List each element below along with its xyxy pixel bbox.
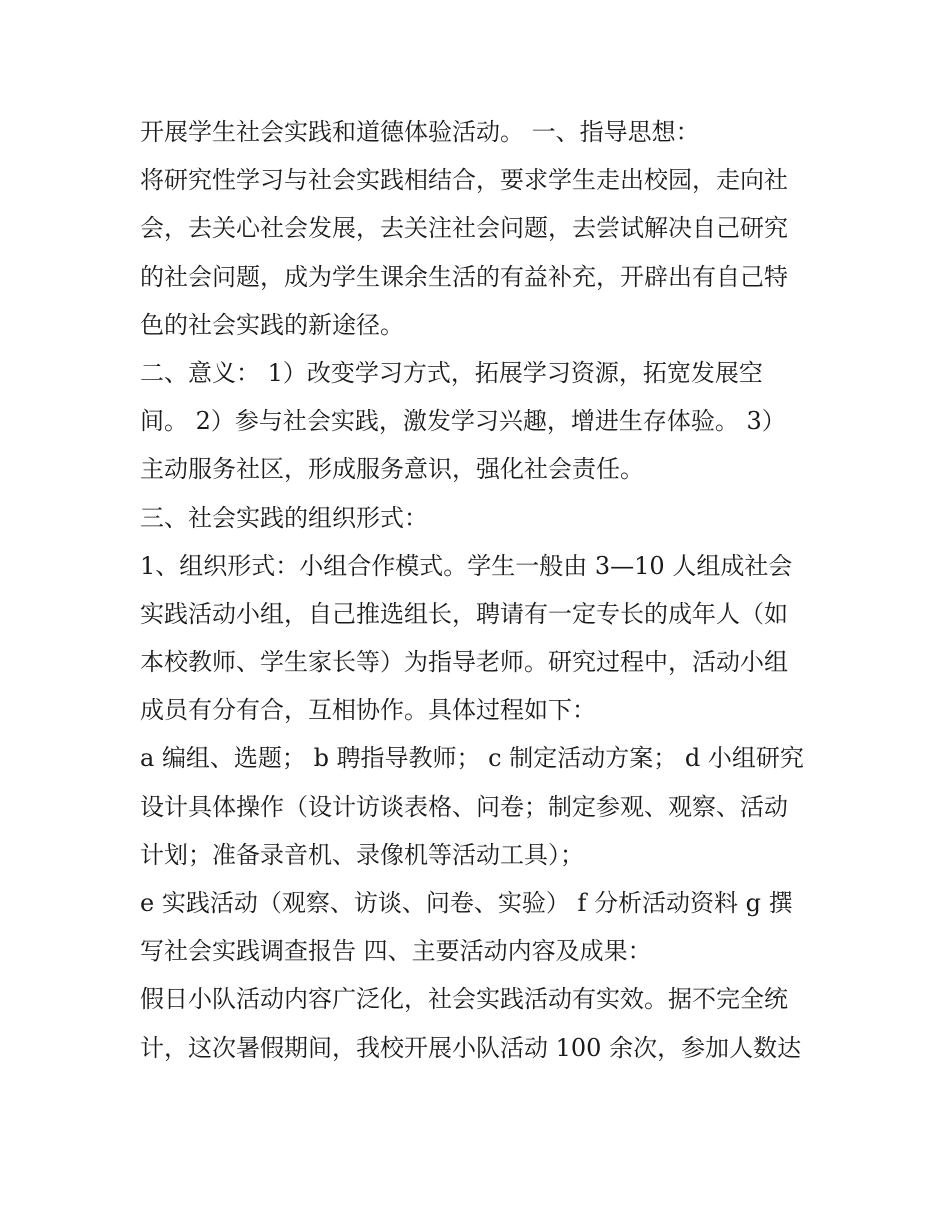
- text-line: 本校教师、学生家长等）为指导老师。研究过程中，活动小组: [140, 648, 788, 677]
- text-line: 二、意义： 1）改变学习方式，拓展学习资源，拓宽发展空: [140, 358, 763, 387]
- text-line: 成员有分有合，互相协作。具体过程如下：: [140, 696, 596, 725]
- text-line: a 编组、选题； b 聘指导教师； c 制定活动方案； d 小组研究: [140, 744, 804, 773]
- text-line: e 实践活动（观察、访谈、问卷、实验） f 分析活动资料 g 撰: [140, 889, 793, 917]
- text-line: 1、组织形式：小组合作模式。学生一般由 3—10 人组成社会: [140, 551, 793, 580]
- text-line: 三、社会实践的组织形式：: [140, 503, 428, 532]
- text-line: 计划；准备录音机、录像机等活动工具）；: [140, 840, 584, 869]
- text-line: 计，这次暑假期间，我校开展小队活动 100 余次，参加人数达: [140, 1033, 802, 1062]
- text-line: 主动服务社区，形成服务意识，强化社会责任。: [140, 455, 644, 484]
- text-line: 色的社会实践的新途径。: [140, 310, 404, 339]
- text-line: 间。 2）参与社会实践，激发学习兴趣，增进生存体验。 3）: [140, 407, 786, 436]
- text-line: 将研究性学习与社会实践相结合，要求学生走出校园，走向社: [140, 166, 788, 195]
- text-line: 会，去关心社会发展，去关注社会问题，去尝试解决自己研究: [140, 214, 788, 243]
- document-body: [140, 108, 820, 1072]
- text-line: 写社会实践调查报告 四、主要活动内容及成果：: [140, 937, 652, 966]
- text-line: 的社会问题，成为学生课余生活的有益补充，开辟出有自己特: [140, 262, 788, 291]
- text-line: 开展学生社会实践和道德体验活动。 一、指导思想：: [140, 118, 700, 146]
- text-line: 设计具体操作（设计访谈表格、问卷；制定参观、观察、活动: [140, 792, 788, 821]
- text-line: 实践活动小组，自己推选组长，聘请有一定专长的成年人（如: [140, 599, 788, 628]
- text-line: 假日小队活动内容广泛化，社会实践活动有实效。据不完全统: [140, 985, 788, 1014]
